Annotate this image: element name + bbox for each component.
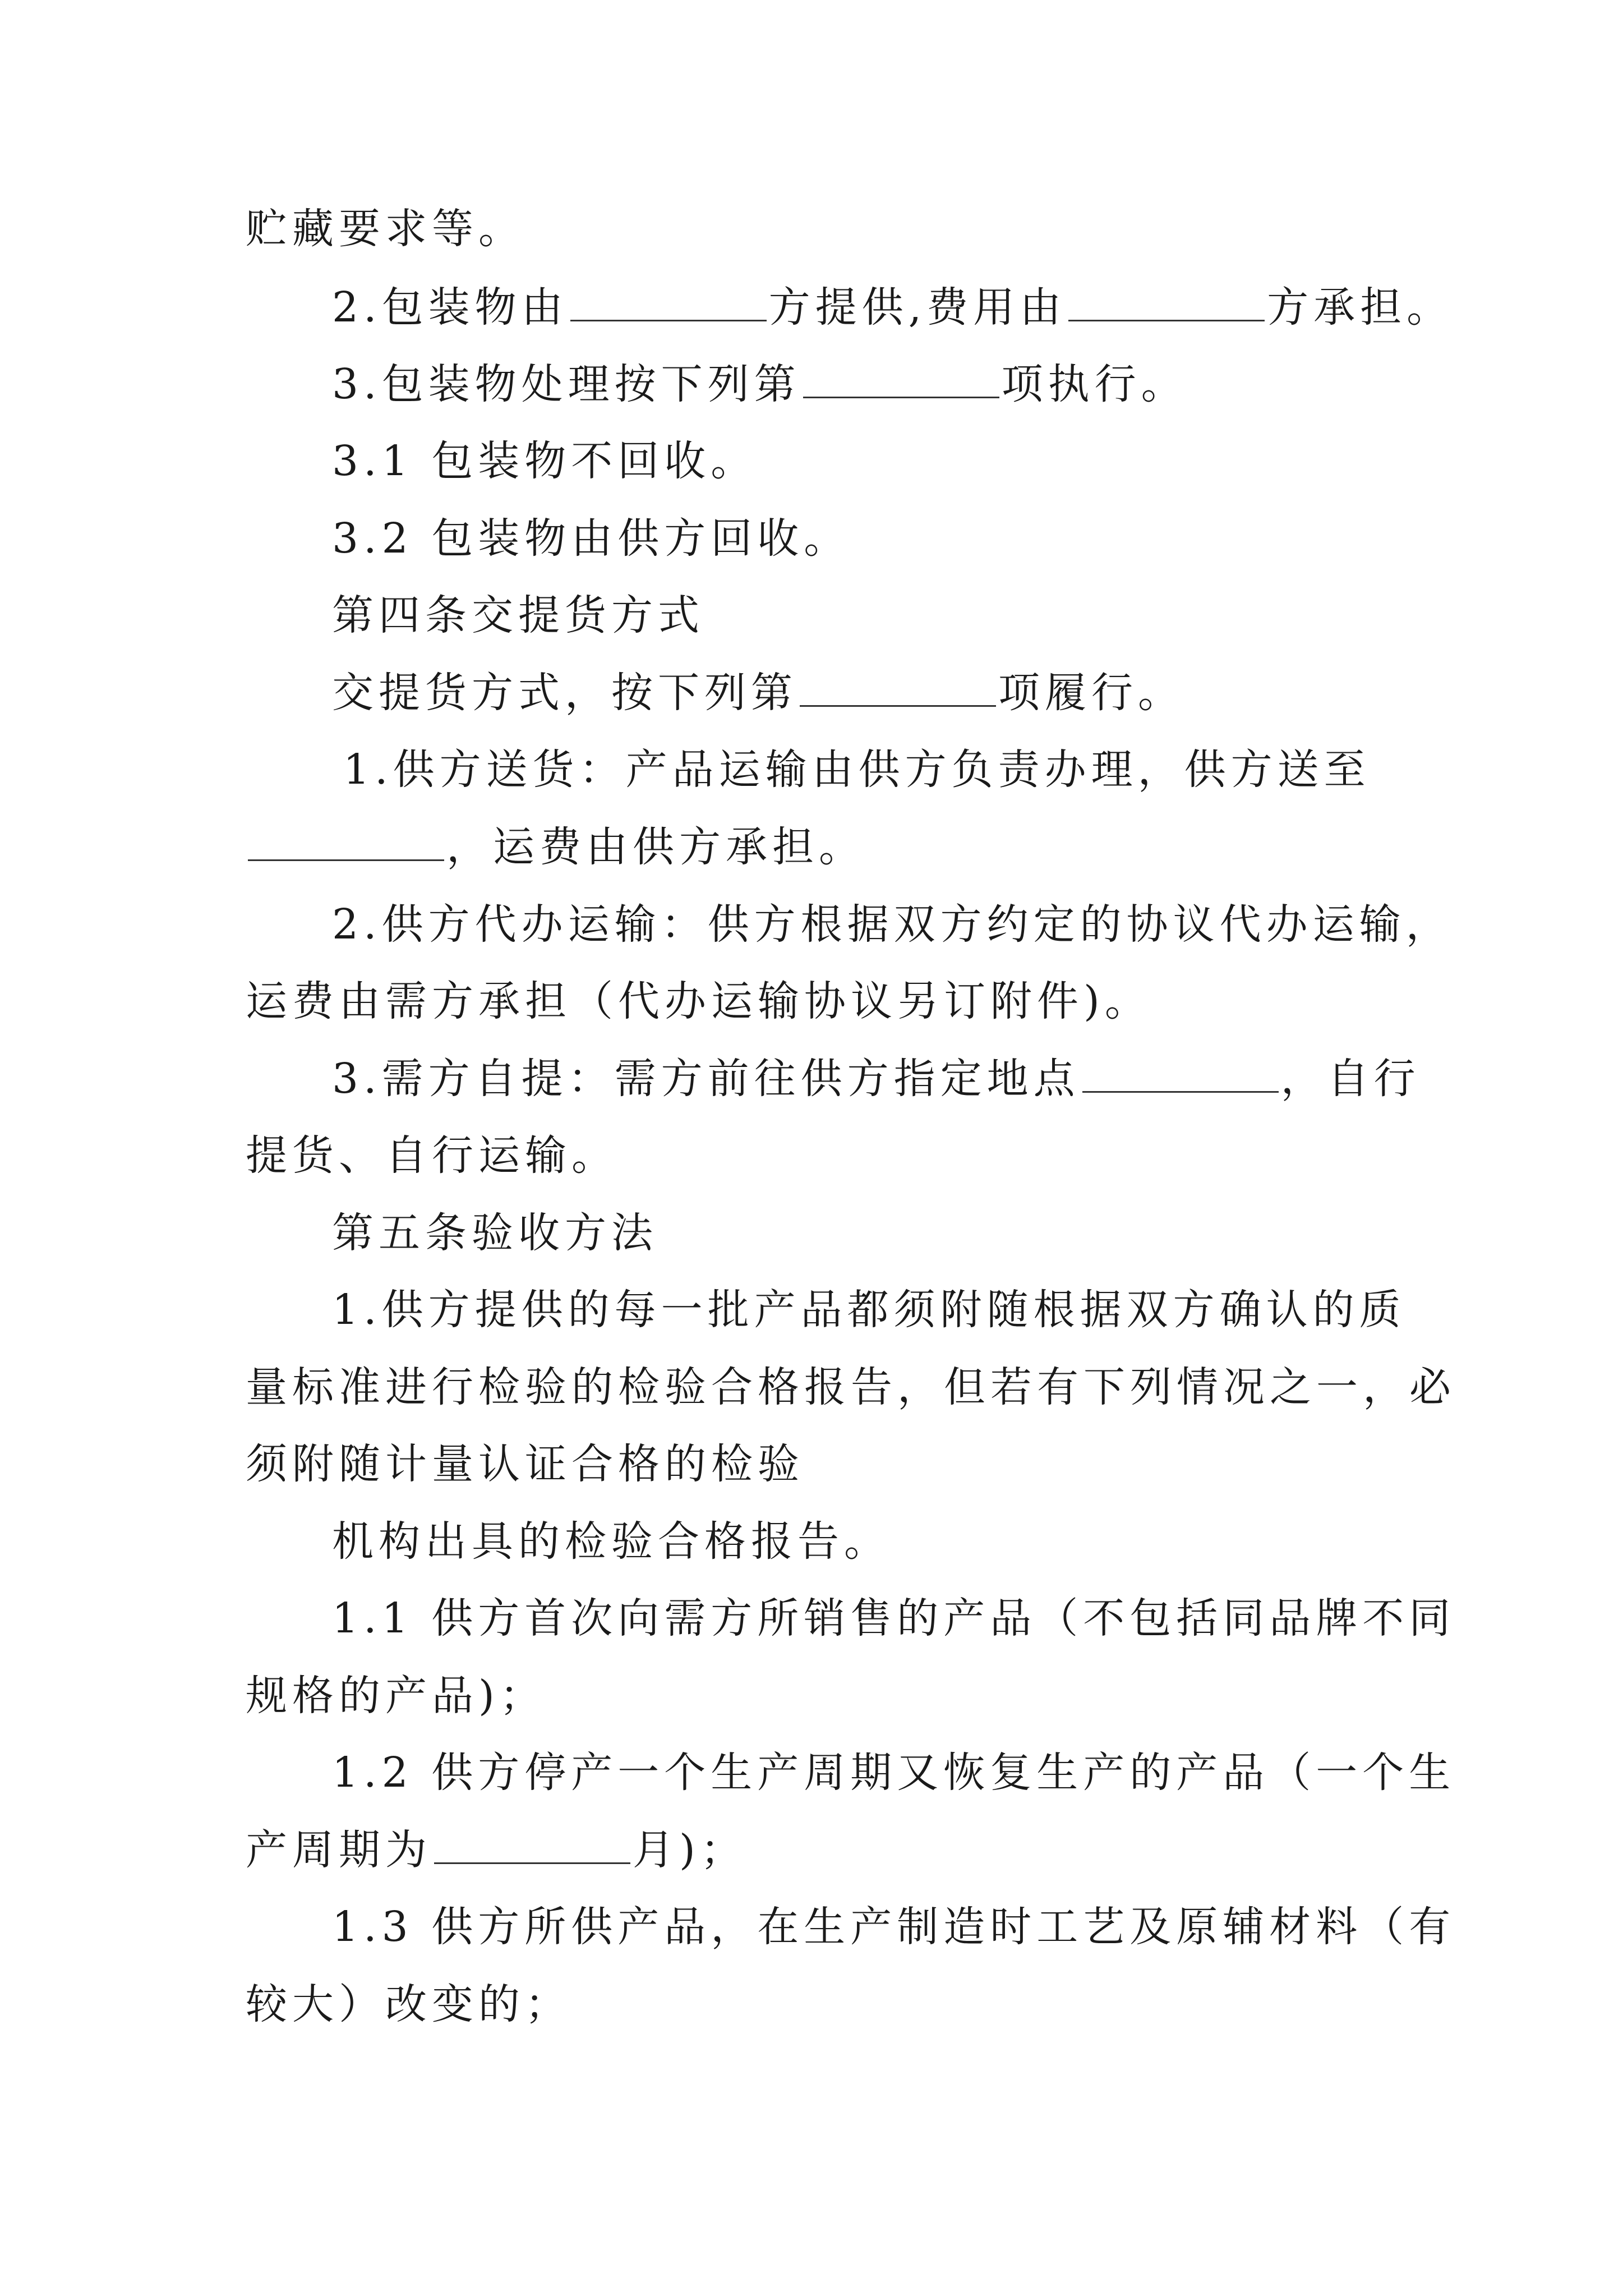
text-line — [246, 1436, 804, 1492]
fill-in-blank — [570, 286, 767, 321]
text-line — [332, 1899, 1455, 1955]
text-line — [332, 896, 1453, 953]
text-line — [246, 1128, 618, 1184]
line-text: 1.供方送货：产品运输由供方负责办理，供方送至 — [343, 746, 1371, 794]
fill-in-blank — [800, 671, 996, 707]
line-text: 2.供方代办运输：供方根据双方约定的协议代办运输， — [332, 900, 1453, 949]
line-text: 机构出具的检验合格报告。 — [332, 1517, 891, 1566]
line-text: ，运费由供方承担。 — [446, 823, 865, 871]
line-text: 3.1 包装物不回收。 — [332, 437, 758, 485]
line-text: 2.包装物由 — [332, 283, 568, 332]
line-text: 月)； — [633, 1826, 747, 1874]
line-text: 运费由需方承担（代办运输协议另订附件)。 — [246, 977, 1151, 1025]
fill-in-blank — [803, 363, 999, 398]
text-line — [246, 1822, 747, 1878]
line-text: 方提供,费用由 — [768, 283, 1067, 332]
line-text: 3.2 包装物由供方回收。 — [332, 514, 851, 563]
text-line — [246, 201, 525, 257]
section-heading — [332, 1205, 658, 1261]
section-heading — [332, 587, 704, 643]
text-line — [332, 1590, 1455, 1646]
fill-in-blank — [434, 1829, 630, 1864]
line-text: 第四条交提货方式 — [332, 591, 704, 639]
line-text: 较大）改变的； — [246, 1980, 571, 2028]
line-text: 规格的产品)； — [246, 1672, 546, 1720]
text-line — [332, 665, 1184, 721]
line-text: 贮藏要求等。 — [246, 205, 525, 253]
fill-in-blank — [1082, 1057, 1279, 1093]
text-line — [343, 742, 1371, 798]
fill-in-blank — [248, 826, 444, 861]
text-line — [332, 433, 757, 489]
text-line — [332, 279, 1453, 335]
line-text: 产周期为 — [246, 1826, 432, 1874]
line-text: 第五条验收方法 — [332, 1209, 658, 1257]
text-line — [246, 1976, 571, 2032]
line-text: 项履行。 — [998, 669, 1184, 717]
line-text: 1.供方提供的每一批产品都须附随根据双方确认的质 — [332, 1286, 1406, 1334]
text-line — [246, 973, 1151, 1029]
text-line — [332, 1282, 1406, 1338]
text-line — [332, 510, 850, 567]
line-text: 提货、自行运输。 — [246, 1131, 618, 1180]
fill-in-blank — [1068, 286, 1265, 321]
line-text: 1.3 供方所供产品，在生产制造时工艺及原辅材料（有 — [332, 1903, 1456, 1951]
line-text: 3.需方自提：需方前往供方指定地点 — [332, 1055, 1080, 1103]
line-text: 3.包装物处理按下列第 — [332, 360, 801, 408]
line-text: ，自行 — [1280, 1055, 1421, 1103]
line-text: 方承担。 — [1267, 283, 1454, 332]
text-line — [246, 1668, 546, 1724]
line-text: 交提货方式，按下列第 — [332, 669, 797, 717]
text-line — [332, 1513, 891, 1570]
text-line — [332, 1745, 1455, 1801]
text-line — [332, 1051, 1421, 1107]
text-line — [246, 1359, 1456, 1415]
line-text: 须附随计量认证合格的检验 — [246, 1440, 804, 1488]
line-text: 1.1 供方首次向需方所销售的产品（不包括同品牌不同 — [332, 1594, 1456, 1642]
line-text: 1.2 供方停产一个生产周期又恢复生产的产品（一个生 — [332, 1749, 1456, 1797]
line-text: 项执行。 — [1001, 360, 1188, 408]
line-text: 量标准进行检验的检验合格报告，但若有下列情况之一，必 — [246, 1363, 1456, 1411]
text-line — [332, 356, 1188, 412]
text-line — [246, 819, 865, 875]
